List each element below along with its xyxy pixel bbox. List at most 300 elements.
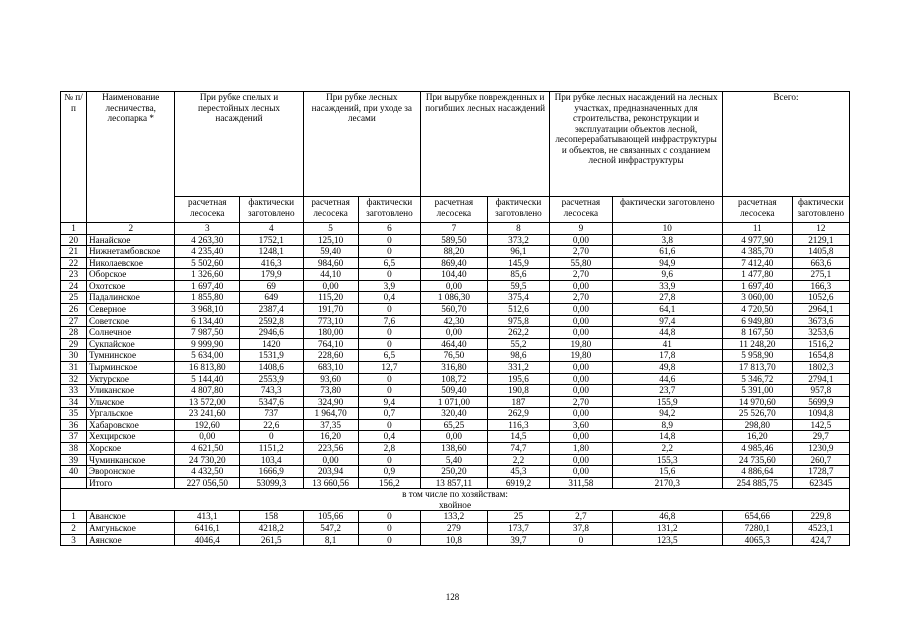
cell-value: 98,6 (487, 350, 549, 362)
cell-value: 156,2 (358, 477, 420, 489)
cell-value: 37,8 (550, 523, 612, 535)
cell-value: 1420 (240, 338, 303, 350)
row-number: 25 (61, 292, 87, 304)
cell-value: 0,00 (421, 431, 488, 443)
table-row (61, 396, 850, 408)
cell-value: 37,35 (303, 419, 358, 431)
table-row (61, 338, 850, 350)
cell-value: 108,72 (421, 373, 488, 385)
cell-value: 984,60 (303, 257, 358, 269)
cell-value: 254 885,75 (722, 477, 792, 489)
cell-value: 0 (358, 454, 420, 466)
cell-value: 0,7 (358, 408, 420, 420)
cell-value: 138,60 (421, 442, 488, 454)
cell-value: 0,00 (550, 361, 612, 373)
table-row (61, 523, 850, 535)
cell-value: 3673,6 (792, 315, 849, 327)
forestry-name: Тумнинское (87, 350, 175, 362)
cell-value: 3 060,00 (722, 292, 792, 304)
cell-value: 23 241,60 (175, 408, 240, 420)
cell-value: 19,80 (550, 350, 612, 362)
row-number: 2 (61, 523, 87, 535)
cell-value: 115,20 (303, 292, 358, 304)
cell-value: 16,20 (303, 431, 358, 443)
forestry-name: Уликанское (87, 385, 175, 397)
subheader-calc: расчетная лесосека (550, 197, 612, 223)
row-number: 32 (61, 373, 87, 385)
cell-value: 4 807,80 (175, 385, 240, 397)
forestry-name: Чуминканское (87, 454, 175, 466)
cell-value: 5347,6 (240, 396, 303, 408)
cell-value: 5,40 (421, 454, 488, 466)
table-row (61, 304, 850, 316)
table-row (61, 269, 850, 281)
cell-value: 375,4 (487, 292, 549, 304)
cell-value: 64,1 (612, 304, 722, 316)
cell-value: 1,80 (550, 442, 612, 454)
cell-value: 869,40 (421, 257, 488, 269)
subheader-calc: расчетная лесосека (421, 197, 488, 223)
cell-value: 0 (550, 534, 612, 546)
cell-value: 4 621,50 (175, 442, 240, 454)
cell-value: 173,7 (487, 523, 549, 535)
cell-value: 0,00 (550, 315, 612, 327)
cell-value: 155,3 (612, 454, 722, 466)
cell-value: 62345 (792, 477, 849, 489)
cell-value: 1516,2 (792, 338, 849, 350)
cell-value: 44,10 (303, 269, 358, 281)
cell-value: 180,00 (303, 327, 358, 339)
column-number: 9 (550, 223, 612, 235)
cell-value: 9,4 (358, 396, 420, 408)
cell-value: 1 964,70 (303, 408, 358, 420)
cell-value: 773,10 (303, 315, 358, 327)
cell-value: 2,7 (550, 511, 612, 523)
cell-value: 29,7 (792, 431, 849, 443)
forestry-name: Хорское (87, 442, 175, 454)
forestry-name: Нижнетамбовское (87, 246, 175, 258)
cell-value: 6 134,40 (175, 315, 240, 327)
cell-value: 1230,9 (792, 442, 849, 454)
cell-value: 8,1 (303, 534, 358, 546)
cell-value: 275,1 (792, 269, 849, 281)
table-row (61, 350, 850, 362)
cell-value: 229,8 (792, 511, 849, 523)
table-row (61, 257, 850, 269)
cell-value: 0 (358, 373, 420, 385)
row-number: 35 (61, 408, 87, 420)
cell-value: 2592,8 (240, 315, 303, 327)
cell-value: 12,7 (358, 361, 420, 373)
cell-value: 123,5 (612, 534, 722, 546)
cell-value: 145,9 (487, 257, 549, 269)
row-number: 23 (61, 269, 87, 281)
row-number: 24 (61, 280, 87, 292)
cell-value: 7280,1 (722, 523, 792, 535)
cell-value: 1654,8 (792, 350, 849, 362)
cell-value: 44,8 (612, 327, 722, 339)
cell-value: 5699,9 (792, 396, 849, 408)
table-row (61, 280, 850, 292)
cell-value: 5 391,00 (722, 385, 792, 397)
cell-value: 227 056,50 (175, 477, 240, 489)
cell-value: 0 (358, 338, 420, 350)
table-row (61, 511, 850, 523)
cell-value: 142,5 (792, 419, 849, 431)
cell-value: 22,6 (240, 419, 303, 431)
cell-value: 191,70 (303, 304, 358, 316)
cell-value: 41 (612, 338, 722, 350)
subheader-calc: расчетная лесосека (303, 197, 358, 223)
cell-value: 97,4 (612, 315, 722, 327)
cell-value: 0,00 (421, 327, 488, 339)
cell-value: 0,00 (550, 454, 612, 466)
cell-value: 15,6 (612, 466, 722, 478)
cell-value: 9,6 (612, 269, 722, 281)
forestry-name: Аванское (87, 511, 175, 523)
cell-value: 2387,4 (240, 304, 303, 316)
cell-value: 2,70 (550, 269, 612, 281)
cell-value: 49,8 (612, 361, 722, 373)
forestry-name: Николаевское (87, 257, 175, 269)
subheader-calc: расчетная лесосека (175, 197, 240, 223)
cell-value: 116,3 (487, 419, 549, 431)
cell-value: 2946,6 (240, 327, 303, 339)
forestry-name: Хабаровское (87, 419, 175, 431)
table-row (61, 442, 850, 454)
row-number: 34 (61, 396, 87, 408)
cell-value: 13 660,56 (303, 477, 358, 489)
cell-value: 324,90 (303, 396, 358, 408)
cell-value: 85,6 (487, 269, 549, 281)
cell-value: 19,80 (550, 338, 612, 350)
cell-value: 45,3 (487, 466, 549, 478)
cell-value: 27,8 (612, 292, 722, 304)
table-row (61, 327, 850, 339)
cell-value: 0 (358, 327, 420, 339)
cell-value: 1531,9 (240, 350, 303, 362)
cell-value: 0,00 (550, 280, 612, 292)
row-number: 38 (61, 442, 87, 454)
cell-value: 5 958,90 (722, 350, 792, 362)
cell-value: 94,2 (612, 408, 722, 420)
cell-value: 103,4 (240, 454, 303, 466)
cell-value: 13 857,11 (421, 477, 488, 489)
cell-value: 7 987,50 (175, 327, 240, 339)
header-row (61, 92, 850, 197)
cell-value: 4 977,90 (722, 234, 792, 246)
cell-value: 8,9 (612, 419, 722, 431)
cell-value: 88,20 (421, 246, 488, 258)
cell-value: 76,50 (421, 350, 488, 362)
cell-value: 1728,7 (792, 466, 849, 478)
cell-value: 547,2 (303, 523, 358, 535)
cell-value: 0,00 (550, 408, 612, 420)
cell-value: 203,94 (303, 466, 358, 478)
cell-value: 250,20 (421, 466, 488, 478)
cell-value: 0,00 (550, 385, 612, 397)
cell-value: 59,5 (487, 280, 549, 292)
cell-value: 373,2 (487, 234, 549, 246)
cell-value: 166,3 (792, 280, 849, 292)
section-subtitle-text: хвойное (438, 499, 472, 510)
cell-value: 14,8 (612, 431, 722, 443)
forestry-name: Сукпайское (87, 338, 175, 350)
cell-value: 1248,1 (240, 246, 303, 258)
cell-value: 25 526,70 (722, 408, 792, 420)
cell-value: 0,00 (303, 454, 358, 466)
column-number: 8 (487, 223, 549, 235)
cell-value: 65,25 (421, 419, 488, 431)
header-group-construction: При рубке лесных насаждений на лесных участках, предназначенных для строительства, реконструкции и эксплуатации объектов лесной, лесоперерабатывающей инфраструктуры и объектов, не связанных с созданием лесной инфраструктуры (550, 92, 723, 197)
column-number: 11 (722, 223, 792, 235)
cell-value: 187 (487, 396, 549, 408)
header-group-mature: При рубке спелых и перестойных лесных насаждений (175, 92, 303, 197)
cell-value: 4 720,50 (722, 304, 792, 316)
table-row (61, 454, 850, 466)
cell-value: 69 (240, 280, 303, 292)
cell-value: 104,40 (421, 269, 488, 281)
table-row (61, 431, 850, 443)
cell-value: 195,6 (487, 373, 549, 385)
column-number: 1 (61, 223, 87, 235)
cell-value: 11 248,20 (722, 338, 792, 350)
forestry-name: Эворонское (87, 466, 175, 478)
cell-value: 0 (240, 431, 303, 443)
cell-value: 4 385,70 (722, 246, 792, 258)
cell-value: 2,70 (550, 246, 612, 258)
cell-value: 2129,1 (792, 234, 849, 246)
row-number: 1 (61, 511, 87, 523)
cell-value: 0 (358, 234, 420, 246)
cell-value: 424,7 (792, 534, 849, 546)
column-number-row (61, 223, 850, 235)
cell-value: 223,56 (303, 442, 358, 454)
cell-value: 649 (240, 292, 303, 304)
cell-value: 73,80 (303, 385, 358, 397)
cell-value: 262,2 (487, 327, 549, 339)
cell-value: 46,8 (612, 511, 722, 523)
forestry-name: Оборское (87, 269, 175, 281)
cell-value: 3253,6 (792, 327, 849, 339)
cell-value: 61,6 (612, 246, 722, 258)
cell-value: 260,7 (792, 454, 849, 466)
row-number: 20 (61, 234, 87, 246)
table-row (61, 534, 850, 546)
cell-value: 0 (358, 511, 420, 523)
cell-value: 155,9 (612, 396, 722, 408)
forestry-name: Солнечное (87, 327, 175, 339)
table-row (61, 234, 850, 246)
cell-value: 2,2 (612, 442, 722, 454)
cell-value: 279 (421, 523, 488, 535)
cell-value: 2,2 (487, 454, 549, 466)
cell-value: 316,80 (421, 361, 488, 373)
table-row (61, 385, 850, 397)
cell-value: 0 (358, 534, 420, 546)
cell-value: 17 813,70 (722, 361, 792, 373)
forestry-table (60, 91, 850, 546)
table-row (61, 419, 850, 431)
cell-value: 1666,9 (240, 466, 303, 478)
subheader-fact: фактически заготовлено (487, 197, 549, 223)
cell-value: 1 477,80 (722, 269, 792, 281)
cell-value: 957,8 (792, 385, 849, 397)
cell-value: 0,00 (550, 234, 612, 246)
cell-value: 683,10 (303, 361, 358, 373)
cell-value: 0,4 (358, 431, 420, 443)
cell-value: 5 502,60 (175, 257, 240, 269)
cell-value: 4523,1 (792, 523, 849, 535)
forestry-name: Северное (87, 304, 175, 316)
cell-value: 9 999,90 (175, 338, 240, 350)
cell-value: 4 235,40 (175, 246, 240, 258)
section-title-text: в том числе по хозяйствам: (402, 489, 508, 500)
table-row (61, 246, 850, 258)
cell-value: 17,8 (612, 350, 722, 362)
table-row (61, 373, 850, 385)
cell-value: 23,7 (612, 385, 722, 397)
cell-value: 5 346,72 (722, 373, 792, 385)
cell-value: 3,60 (550, 419, 612, 431)
cell-value: 14 970,60 (722, 396, 792, 408)
cell-value: 416,3 (240, 257, 303, 269)
cell-value: 5 144,40 (175, 373, 240, 385)
header-name: Наименование лесничества, лесопарка * (87, 92, 175, 223)
cell-value: 2964,1 (792, 304, 849, 316)
forestry-name: Тырминское (87, 361, 175, 373)
section-title-row (61, 489, 850, 511)
cell-value: 3,8 (612, 234, 722, 246)
table-row (61, 477, 850, 489)
cell-value: 331,2 (487, 361, 549, 373)
cell-value: 1405,8 (792, 246, 849, 258)
column-number: 10 (612, 223, 722, 235)
column-number: 12 (792, 223, 849, 235)
cell-value: 6,5 (358, 257, 420, 269)
cell-value: 560,70 (421, 304, 488, 316)
row-number: 31 (61, 361, 87, 373)
subheader-row (61, 197, 850, 223)
subheader-fact: фактически заготовлено (792, 197, 849, 223)
table-row (61, 292, 850, 304)
cell-value: 8 167,50 (722, 327, 792, 339)
row-number: 3 (61, 534, 87, 546)
cell-value: 94,9 (612, 257, 722, 269)
row-number: 22 (61, 257, 87, 269)
page-number: 128 (445, 592, 460, 602)
column-number: 6 (358, 223, 420, 235)
cell-value: 512,6 (487, 304, 549, 316)
cell-value: 0 (358, 246, 420, 258)
header-group-total: Всего: (722, 92, 849, 197)
subheader-calc: расчетная лесосека (722, 197, 792, 223)
cell-value: 298,80 (722, 419, 792, 431)
cell-value: 1 697,40 (175, 280, 240, 292)
forestry-name: Итого (87, 477, 175, 489)
cell-value: 6 949,80 (722, 315, 792, 327)
row-number: 29 (61, 338, 87, 350)
row-number: 40 (61, 466, 87, 478)
column-number: 4 (240, 223, 303, 235)
cell-value: 0,00 (421, 280, 488, 292)
cell-value: 4046,4 (175, 534, 240, 546)
cell-value: 25 (487, 511, 549, 523)
column-number: 2 (87, 223, 175, 235)
row-number: 27 (61, 315, 87, 327)
cell-value: 0 (358, 419, 420, 431)
row-number: 37 (61, 431, 87, 443)
cell-value: 42,30 (421, 315, 488, 327)
section-title (61, 489, 850, 511)
cell-value: 133,2 (421, 511, 488, 523)
forestry-name: Ульчское (87, 396, 175, 408)
cell-value: 44,6 (612, 373, 722, 385)
forestry-name: Охотское (87, 280, 175, 292)
cell-value: 55,2 (487, 338, 549, 350)
cell-value: 5 634,00 (175, 350, 240, 362)
row-number: 33 (61, 385, 87, 397)
cell-value: 228,60 (303, 350, 358, 362)
row-number: 39 (61, 454, 87, 466)
cell-value: 59,40 (303, 246, 358, 258)
cell-value: 261,5 (240, 534, 303, 546)
cell-value: 0,00 (303, 280, 358, 292)
cell-value: 1 697,40 (722, 280, 792, 292)
cell-value: 2170,3 (612, 477, 722, 489)
cell-value: 0,9 (358, 466, 420, 478)
forestry-name: Ургальское (87, 408, 175, 420)
cell-value: 0 (358, 304, 420, 316)
cell-value: 0,4 (358, 292, 420, 304)
column-number: 5 (303, 223, 358, 235)
forestry-name: Уктурское (87, 373, 175, 385)
row-number: 36 (61, 419, 87, 431)
cell-value: 10,8 (421, 534, 488, 546)
cell-value: 0 (358, 385, 420, 397)
cell-value: 39,7 (487, 534, 549, 546)
cell-value: 0 (358, 269, 420, 281)
cell-value: 6416,1 (175, 523, 240, 535)
cell-value: 158 (240, 511, 303, 523)
cell-value: 0,00 (550, 304, 612, 316)
cell-value: 1802,3 (792, 361, 849, 373)
cell-value: 33,9 (612, 280, 722, 292)
cell-value: 0 (358, 523, 420, 535)
cell-value: 0,00 (550, 373, 612, 385)
cell-value: 311,58 (550, 477, 612, 489)
cell-value: 1408,6 (240, 361, 303, 373)
table-header (61, 92, 850, 235)
header-group-care: При рубке лесных насаждений, при уходе за лесами (303, 92, 421, 197)
subheader-fact: фактически заготовлено (358, 197, 420, 223)
cell-value: 14,5 (487, 431, 549, 443)
forestry-name: Амгуньское (87, 523, 175, 535)
cell-value: 1 855,80 (175, 292, 240, 304)
cell-value: 192,60 (175, 419, 240, 431)
cell-value: 96,1 (487, 246, 549, 258)
cell-value: 24 730,20 (175, 454, 240, 466)
column-number: 7 (421, 223, 488, 235)
cell-value: 74,7 (487, 442, 549, 454)
cell-value: 53099,3 (240, 477, 303, 489)
header-group-damaged: При вырубке поврежденных и погибших лесных насаждений (421, 92, 550, 197)
cell-value: 1151,2 (240, 442, 303, 454)
cell-value: 262,9 (487, 408, 549, 420)
cell-value: 4065,3 (722, 534, 792, 546)
cell-value: 1 086,30 (421, 292, 488, 304)
table-body-conifer (61, 511, 850, 546)
